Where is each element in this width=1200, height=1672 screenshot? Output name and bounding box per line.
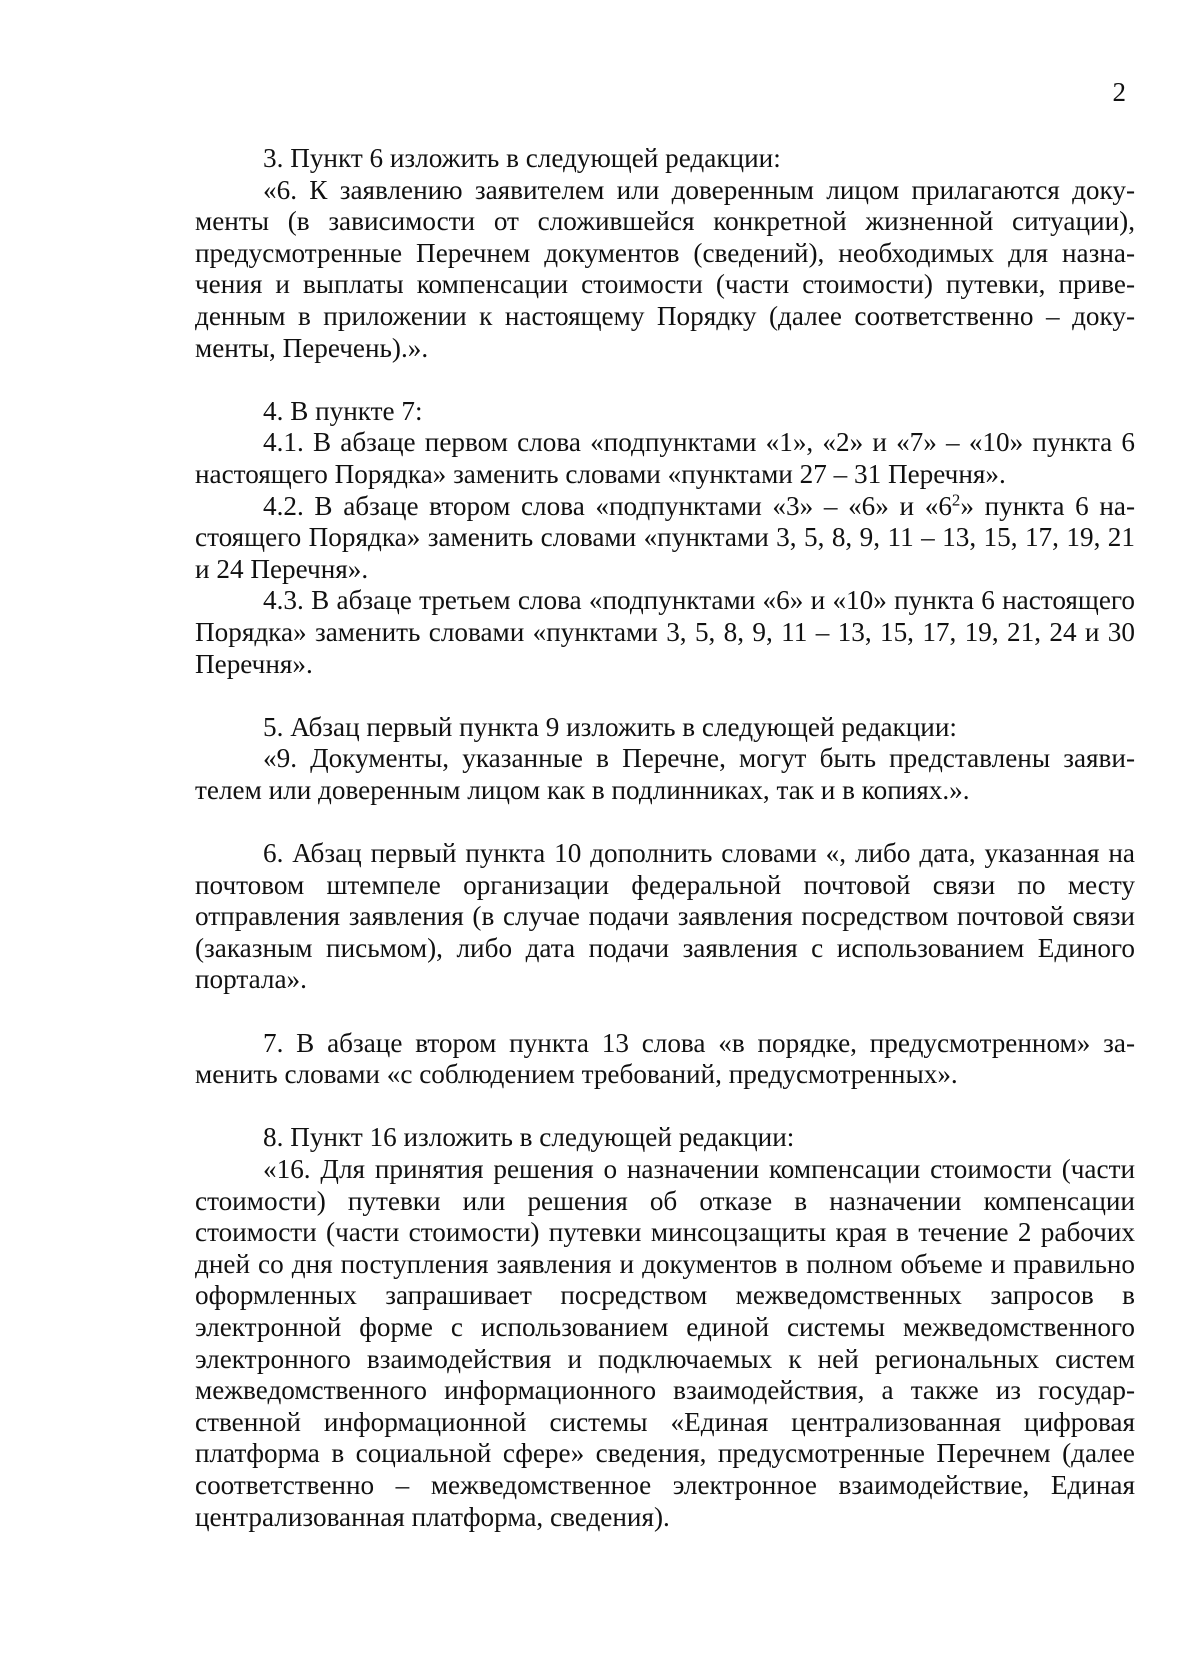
paragraph-gap [195,364,1135,396]
paragraph: «6. К заявлению заявителем или доверенным лицом прилагаются документы (в зависимости от сложившейся конкретной жизненной ситуации), предусмотренные Перечнем документов (сведений), необходимых для назначения и выплаты компенсации стоимости (части стоимости) путевки, приведенным в приложении к настоящему Порядку (далее соответственно – документы, Перечень).». [195,174,1135,363]
paragraph: «9. Документы, указанные в Перечне, могут быть представлены заявителем или доверенным лицом как в подлинниках, так и в копиях.». [195,743,1135,805]
paragraph-text: 4.2. В абзаце втором слова «подпунктами «3» – «6» и «6 [263,490,952,521]
page-number: 2 [1112,77,1126,107]
paragraph: 8. Пункт 16 изложить в следующей редакции: [263,1122,795,1153]
document-body [195,143,1135,1533]
paragraph: 4. В пункте 7: [263,395,423,426]
paragraph-gap [195,806,1135,838]
paragraph: «16. Для принятия решения о назначении компенсации стоимости (части стоимости) путевки или решения об отказе в назначении компенсации стоимости (части стоимости) путевки минсоцзащиты края в течение 2 рабочих дней со дня поступления заявления и документов в полном объеме и правильно оформленных запрашивает посредством межведомственных запросов в электронной форме с использованием единой системы межведомственного электронного взаимодействия и подключаемых к ней региональных систем межведомственного информационного взаимодействия, а также из государственной информационной системы «Единая централизованная цифровая платформа в социальной сфере» сведения, предусмотренные Перечнем (далее соответственно – межведомственное электронное взаимодействие, Единая централизованная платформа, сведения). [195,1154,1135,1532]
paragraph-gap [195,1091,1135,1123]
paragraph: 3. Пункт 6 изложить в следующей редакции: [263,143,781,173]
paragraph: 7. В абзаце втором пункта 13 слова «в порядке, предусмотренном» заменить словами «с соблюдением требований, предусмотренных». [195,1027,1135,1090]
paragraph: 4.3. В абзаце третьем слова «подпунктами «6» и «10» пункта 6 настоящего Порядка» заменить словами «пунктами 3, 5, 8, 9, 11 – 13, 15, 17, 19, 21, 24 и 30 Перечня». [195,585,1135,679]
paragraph: 5. Абзац первый пункта 9 изложить в следующей редакции: [263,711,957,742]
paragraph: 4.1. В абзаце первом слова «подпунктами «1», «2» и «7» – «10» пункта 6 настоящего Порядка» заменить словами «пунктами 27 – 31 Перечня». [195,427,1135,489]
paragraph: 6. Абзац первый пункта 10 дополнить словами «, либо дата, указанная на почтовом штемпеле организации федеральной почтовой связи по месту отправления заявления (в случае подачи заявления посредством почтовой связи (заказным письмом), либо дата подачи заявления с использованием Единого портала». [195,838,1135,995]
paragraph-text: » пункта 6 настоящего Порядка» заменить словами «пунктами 3, 5, 8, 9, 11 – 13, 15, 17, 19, 21 и 24 Перечня». [195,490,1135,584]
paragraph-gap [195,996,1135,1028]
paragraph-gap [195,680,1135,712]
superscript: 2 [951,490,961,510]
paragraph [195,491,1135,586]
